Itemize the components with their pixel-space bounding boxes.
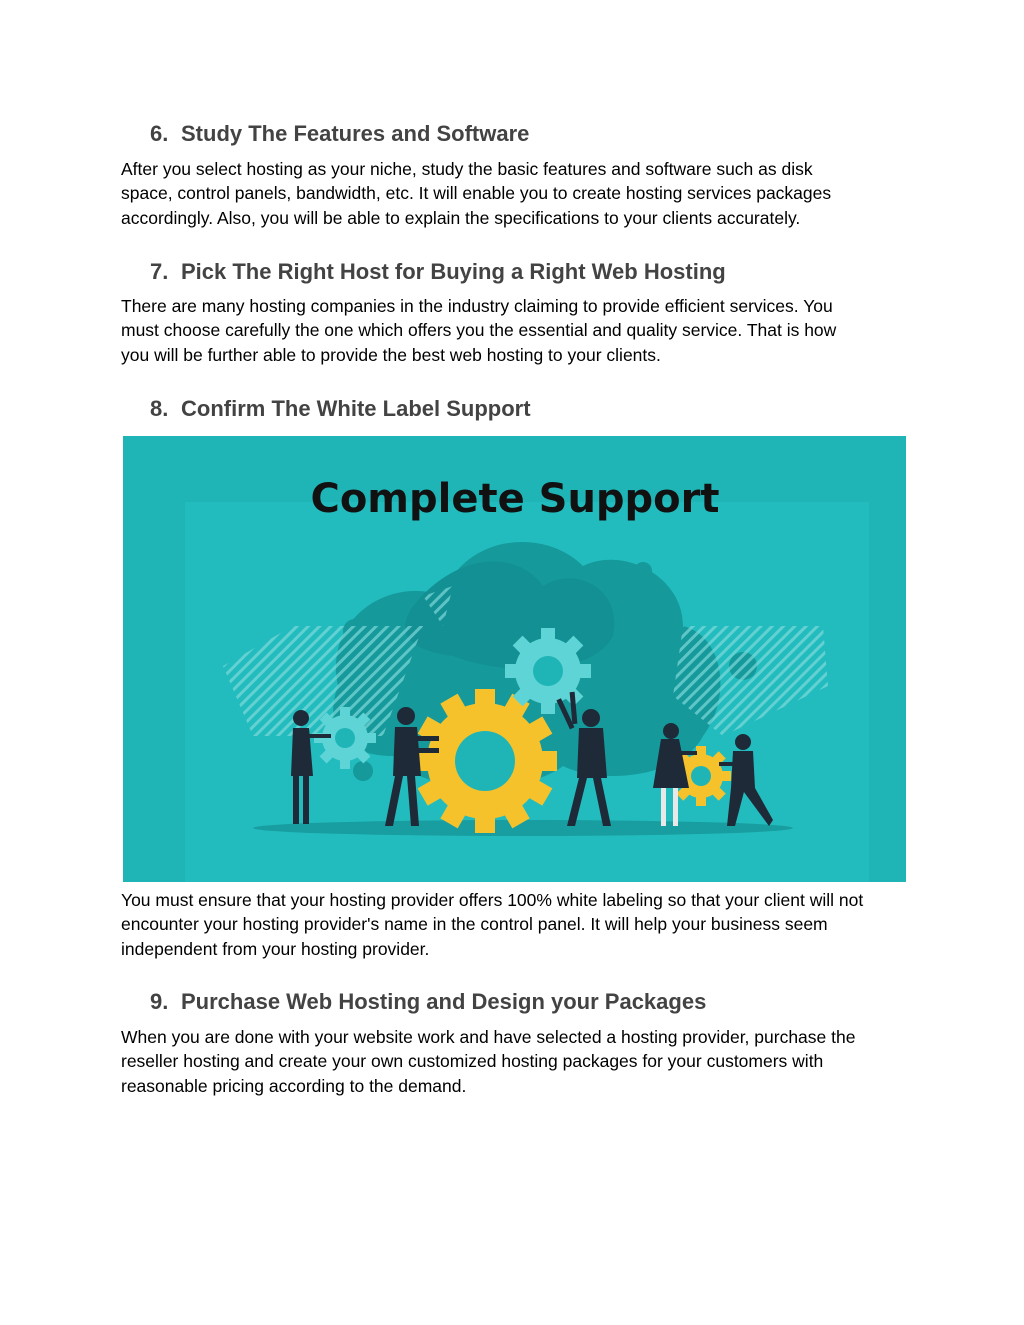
paragraph-line: There are many hosting companies in the industry claiming to provide efficient services. You (121, 296, 833, 316)
section-heading-6 (150, 121, 529, 147)
section-number: 8. (150, 396, 169, 421)
complete-support-illustration (123, 436, 906, 882)
paragraph-line: reasonable pricing according to the demand. (121, 1075, 467, 1096)
section-paragraph-8 (121, 888, 911, 961)
section-title: Pick The Right Host for Buying a Right Web Hosting (181, 259, 726, 284)
light-gear-icon (505, 628, 591, 714)
section-paragraph-6 (121, 157, 911, 230)
paragraph-line: must choose carefully the one which offers you the essential and quality service. That is how (121, 320, 837, 341)
section-heading-8 (150, 396, 531, 422)
paragraph-line: independent from your hosting provider. (121, 938, 430, 959)
paragraph-line: After you select hosting as your niche, study the basic features and software such as disk (121, 159, 813, 179)
illustration-caption: Complete Support (310, 476, 720, 522)
section-number: 9. (150, 989, 169, 1014)
paragraph-line: accordingly. Also, you will be able to explain the specifications to your clients accurately. (121, 207, 801, 228)
paragraph-line: space, control panels, bandwidth, etc. It will enable you to create hosting services packages (121, 183, 832, 204)
paragraph-line: encounter your hosting provider's name in the control panel. It will help your business seem (121, 914, 828, 935)
section-title: Purchase Web Hosting and Design your Packages (181, 989, 707, 1014)
section-paragraph-9 (121, 1025, 911, 1098)
paragraph-line: you will be further able to provide the best web hosting to your clients. (121, 344, 661, 365)
section-number: 7. (150, 259, 169, 284)
section-title: Confirm The White Label Support (181, 396, 531, 421)
section-title: Study The Features and Software (181, 121, 530, 146)
section-heading-9 (150, 989, 706, 1015)
section-paragraph-7 (121, 294, 911, 367)
paragraph-line: You must ensure that your hosting provider offers 100% white labeling so that your client will not (121, 890, 864, 910)
section-number: 6. (150, 121, 169, 146)
paragraph-line: reseller hosting and create your own customized hosting packages for your customers with (121, 1051, 824, 1072)
section-heading-7 (150, 259, 726, 285)
paragraph-line: When you are done with your website work and have selected a hosting provider, purchase the (121, 1027, 856, 1047)
